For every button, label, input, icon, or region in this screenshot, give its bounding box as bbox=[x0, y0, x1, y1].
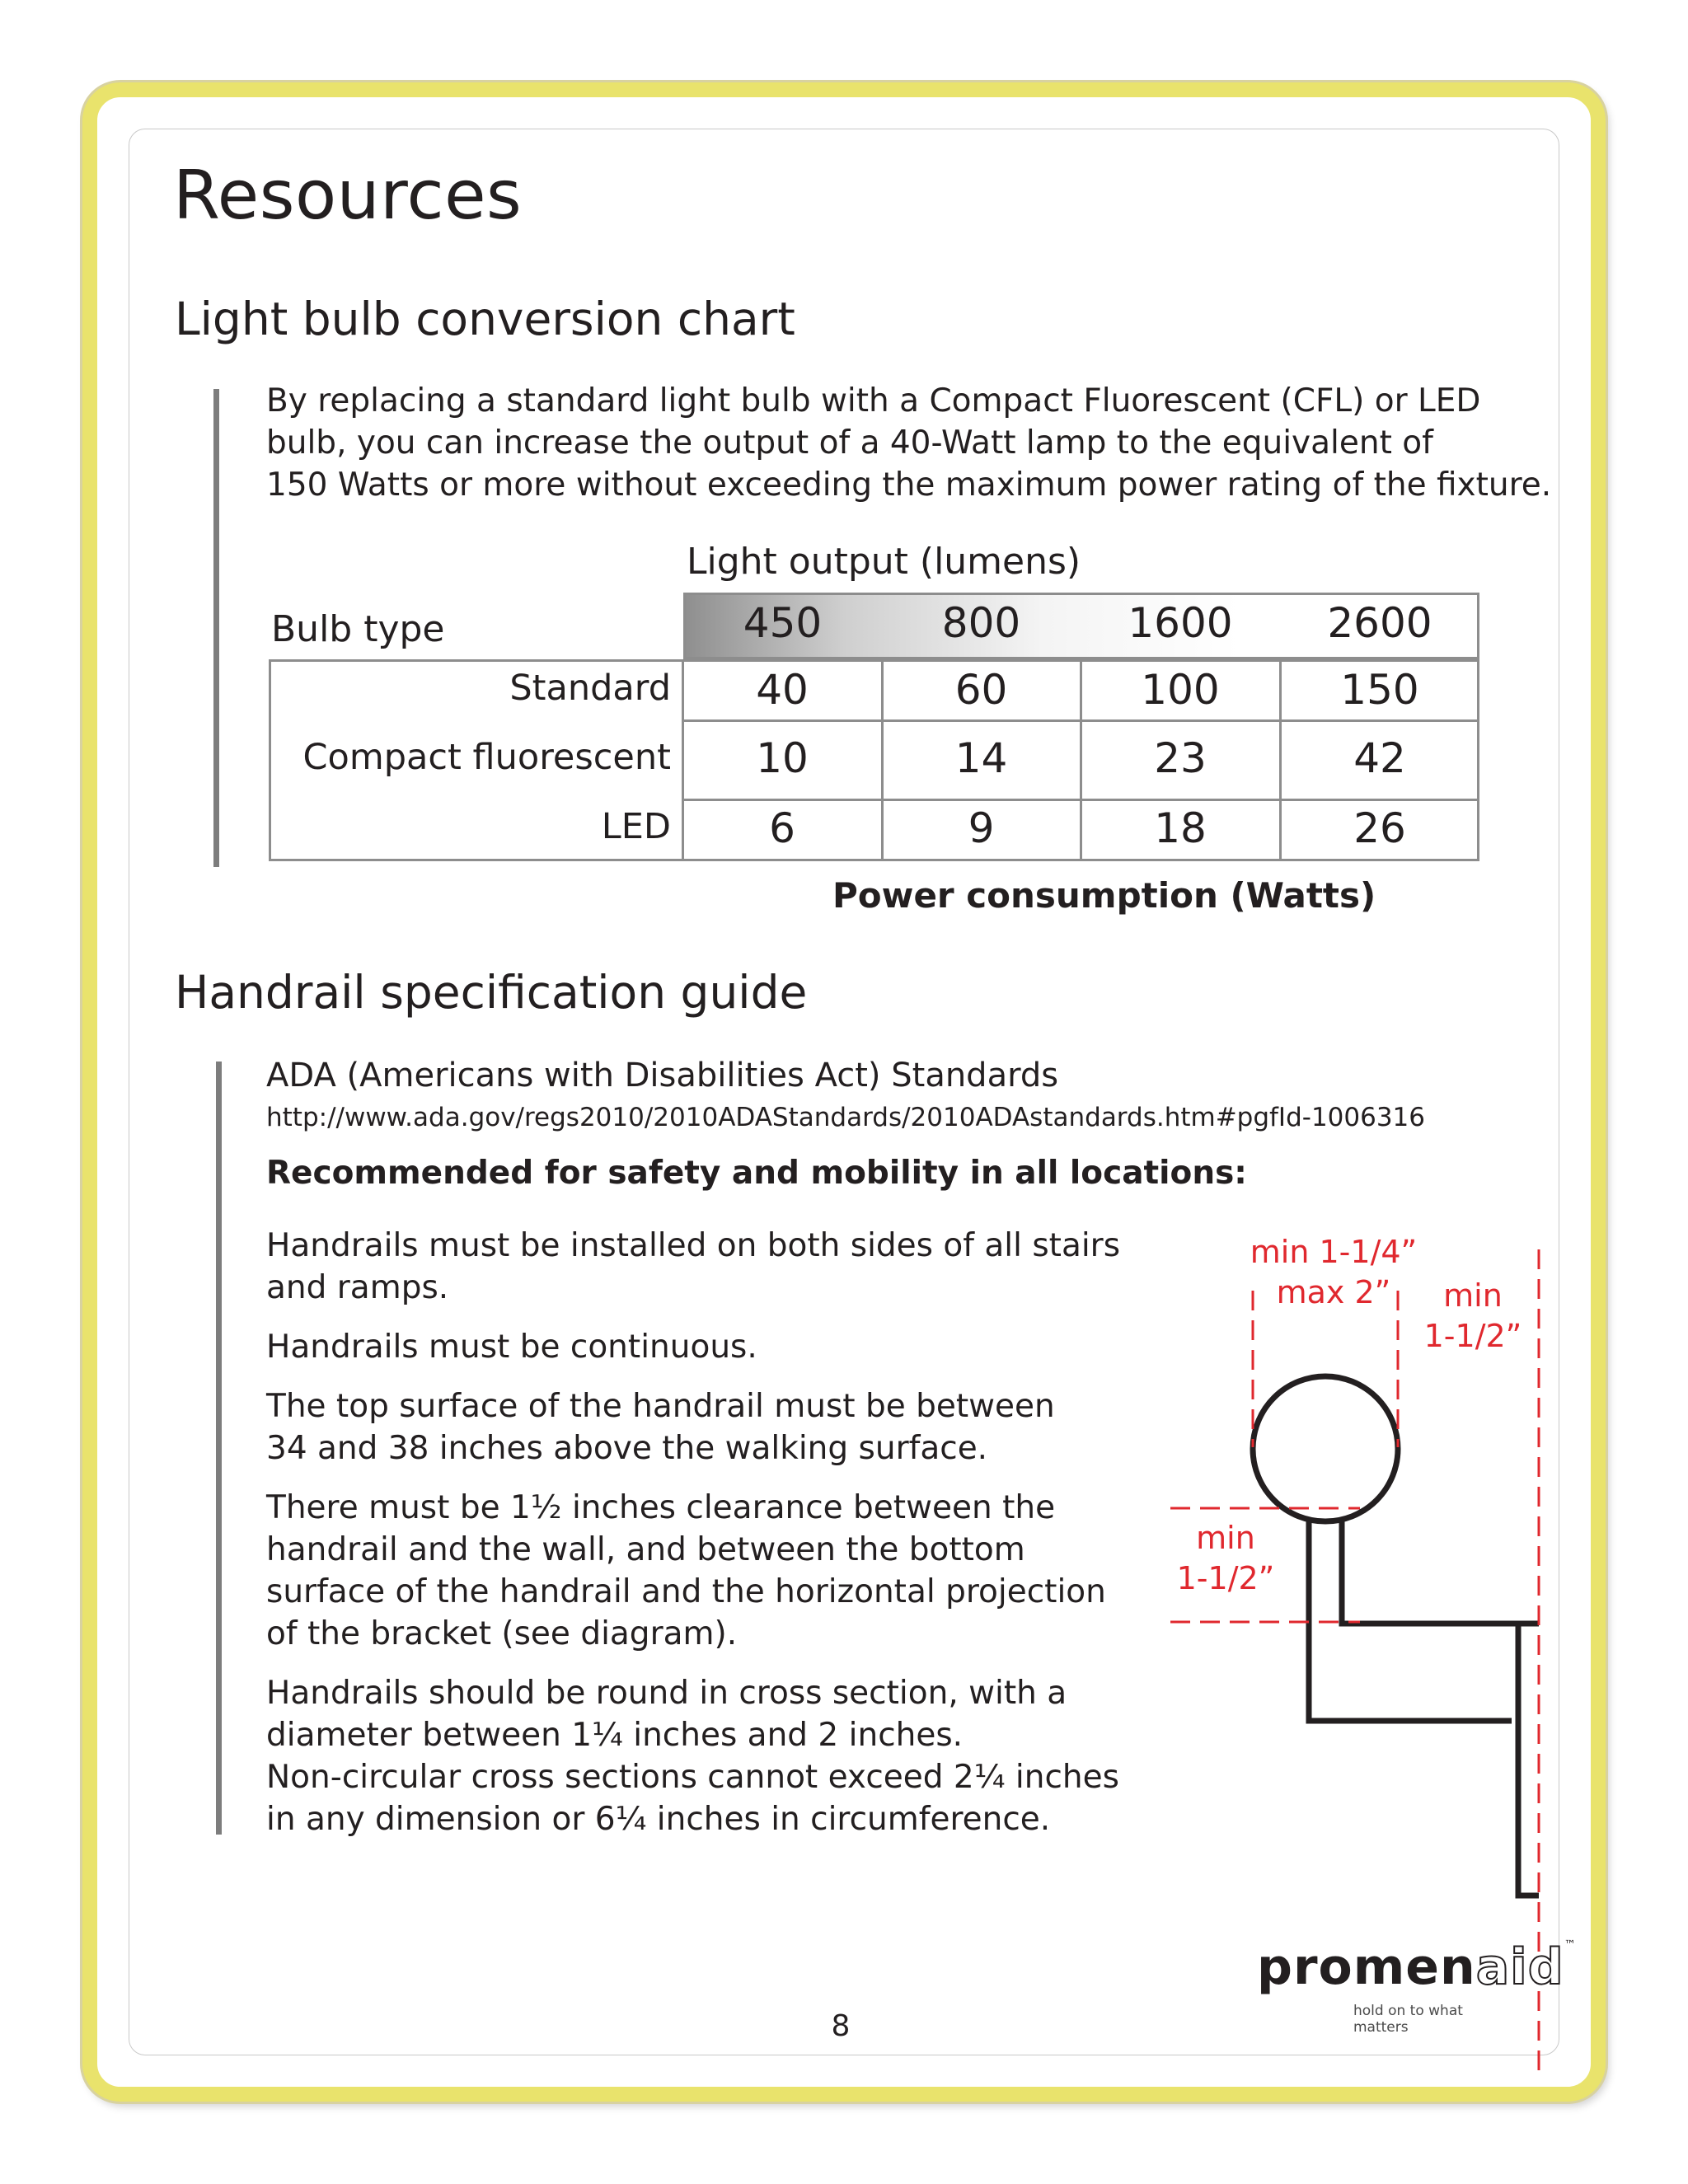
row-label-cfl: Compact fluorescent bbox=[302, 737, 671, 778]
lumens-header-cell: 800 bbox=[941, 599, 1021, 647]
page-number: 8 bbox=[831, 2009, 851, 2043]
table-cell: 23 bbox=[1154, 734, 1207, 782]
lumens-header-cell: 450 bbox=[743, 599, 823, 647]
table-cell: 10 bbox=[756, 734, 809, 782]
rule-line: There must be 1½ inches clearance between the bbox=[266, 1489, 1056, 1526]
rule-line: 34 and 38 inches above the walking surface. bbox=[266, 1430, 988, 1467]
trademark-mark: ™ bbox=[1564, 1938, 1576, 1952]
table-cell: 150 bbox=[1340, 666, 1419, 714]
table-divider bbox=[682, 799, 1479, 801]
rule-line: surface of the handrail and the horizontal projection bbox=[266, 1573, 1106, 1610]
brand-tagline: hold on to what matters bbox=[1353, 2003, 1463, 2036]
bulb-intro-line: 150 Watts or more without exceeding the maximum power rating of the fixture. bbox=[266, 466, 1552, 504]
rule-line: The top surface of the handrail must be between bbox=[266, 1388, 1055, 1425]
table-cell: 100 bbox=[1141, 666, 1220, 714]
table-divider bbox=[682, 719, 1479, 722]
rule-item bbox=[266, 1385, 1156, 1469]
table-cell: 60 bbox=[954, 666, 1008, 714]
table-cell: 40 bbox=[756, 666, 809, 714]
diameter-dimension-label bbox=[1235, 1232, 1432, 1313]
bracket-clearance-line: min bbox=[1196, 1520, 1255, 1556]
handrail-section-heading: Handrail specification guide bbox=[175, 966, 808, 1019]
brand-name-part1: promen bbox=[1257, 1938, 1476, 1996]
bulb-intro bbox=[266, 380, 1551, 506]
rule-line: Handrails must be continuous. bbox=[266, 1329, 757, 1366]
wall-clearance-label bbox=[1411, 1276, 1535, 1357]
row-label-led: LED bbox=[601, 806, 671, 847]
bracket-clearance-label bbox=[1164, 1518, 1287, 1599]
light-output-label: Light output (lumens) bbox=[687, 541, 1081, 583]
bulb-section-heading: Light bulb conversion chart bbox=[175, 293, 795, 345]
diameter-dim-line: min 1-1/4” bbox=[1250, 1234, 1418, 1270]
rule-item bbox=[266, 1672, 1156, 1840]
rule-item bbox=[266, 1487, 1156, 1655]
lumens-header-cell: 2600 bbox=[1327, 599, 1432, 647]
bulb-intro-line: bulb, you can increase the output of a 40-Watt lamp to the equivalent of bbox=[266, 424, 1433, 462]
rule-line: Non-circular cross sections cannot exceed 2¼ inches bbox=[266, 1759, 1119, 1796]
handrail-cross-section bbox=[1253, 1376, 1398, 1521]
bulb-type-label: Bulb type bbox=[271, 608, 445, 650]
wall-plate bbox=[1518, 1624, 1539, 1896]
rule-line: diameter between 1¼ inches and 2 inches. bbox=[266, 1717, 964, 1754]
rule-line: in any dimension or 6¼ inches in circumference. bbox=[266, 1801, 1051, 1838]
rule-line: and ramps. bbox=[266, 1269, 449, 1306]
handrail-rules bbox=[266, 1225, 1156, 1840]
rule-line: Handrails should be round in cross section, with a bbox=[266, 1675, 1067, 1712]
rule-line: Handrails must be installed on both sides of all stairs bbox=[266, 1227, 1121, 1264]
rule-line: handrail and the wall, and between the bottom bbox=[266, 1531, 1025, 1568]
table-cell: 18 bbox=[1154, 804, 1207, 852]
bulb-section-bar bbox=[213, 389, 219, 867]
bulb-intro-line: By replacing a standard light bulb with a Compact Fluorescent (CFL) or LED bbox=[266, 382, 1481, 419]
recommended-heading: Recommended for safety and mobility in all locations: bbox=[266, 1155, 1247, 1192]
diameter-dim-line: max 2” bbox=[1276, 1274, 1391, 1310]
wall-clearance-line: 1-1/2” bbox=[1423, 1318, 1522, 1354]
brand-name-part2: aid bbox=[1475, 1938, 1564, 1996]
table-cell: 6 bbox=[769, 804, 795, 852]
bracket-clearance-line: 1-1/2” bbox=[1176, 1560, 1275, 1596]
table-cell: 26 bbox=[1353, 804, 1406, 852]
table-cell: 14 bbox=[954, 734, 1008, 782]
page-title: Resources bbox=[173, 157, 523, 235]
wall-clearance-line: min bbox=[1443, 1277, 1503, 1314]
bracket-outline-inner bbox=[1342, 1521, 1539, 1624]
lumens-header-cell: 1600 bbox=[1128, 599, 1233, 647]
table-cell: 42 bbox=[1353, 734, 1406, 782]
rule-line: of the bracket (see diagram). bbox=[266, 1615, 738, 1652]
ada-link[interactable]: http://www.ada.gov/regs2010/2010ADAStandards/2010ADAstandards.htm#pgfId-1006316 bbox=[266, 1103, 1426, 1132]
power-consumption-label: Power consumption (Watts) bbox=[832, 875, 1376, 916]
row-label-standard: Standard bbox=[509, 668, 671, 709]
rule-item bbox=[266, 1326, 1156, 1368]
handrail-section-bar bbox=[216, 1062, 222, 1835]
ada-standards-title: ADA (Americans with Disabilities Act) Standards bbox=[266, 1057, 1059, 1094]
rule-item bbox=[266, 1225, 1156, 1309]
brand-logo bbox=[1257, 1938, 1576, 2046]
table-cell: 9 bbox=[968, 804, 995, 852]
